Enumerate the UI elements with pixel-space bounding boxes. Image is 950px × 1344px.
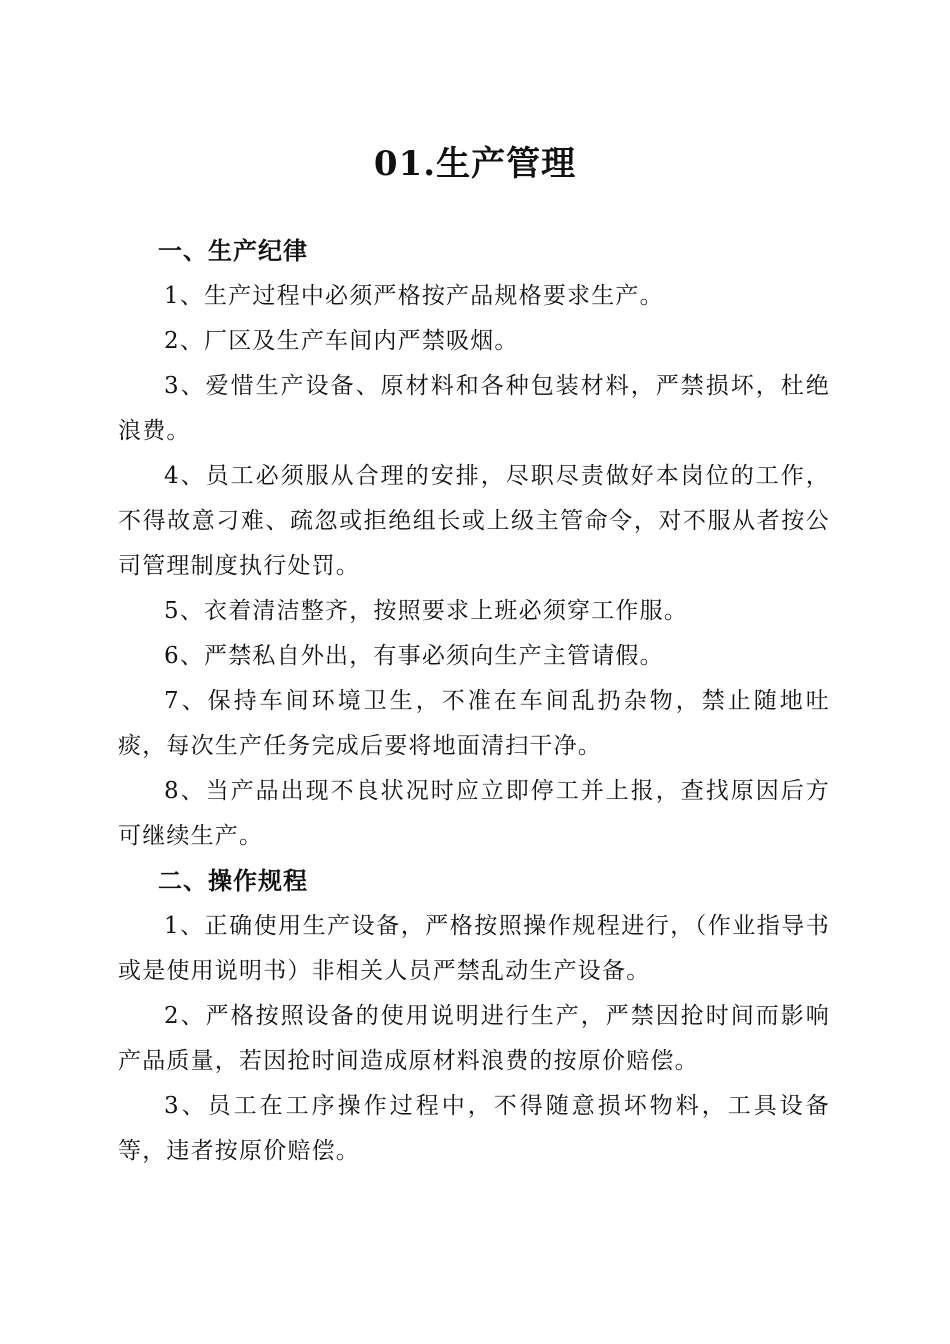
list-item: 8、当产品出现不良状况时应立即停工并上报，查找原因后方可继续生产。 [118, 778, 830, 849]
list-item: 2、厂区及生产车间内严禁吸烟。 [164, 328, 519, 354]
list-item: 7、保持车间环境卫生，不准在车间乱扔杂物，禁止随地吐痰，每次生产任务完成后要将地面清扫干净。 [118, 688, 830, 759]
section-heading: 二、操作规程 [158, 867, 308, 895]
page-title: 01.生产管理 [373, 144, 577, 184]
document-body [118, 229, 830, 1174]
list-item: 3、员工在工序操作过程中，不得随意损坏物料，工具设备等，违者按原价赔偿。 [118, 1093, 830, 1164]
section-production-discipline [118, 229, 830, 859]
section-operating-procedures [118, 859, 830, 1174]
list-item: 1、正确使用生产设备，严格按照操作规程进行，（作业指导书或是使用说明书）非相关人员严禁乱动生产设备。 [118, 913, 830, 984]
list-item: 1、生产过程中必须严格按产品规格要求生产。 [164, 283, 664, 309]
list-item: 4、员工必须服从合理的安排，尽职尽责做好本岗位的工作，不得故意刁难、疏忽或拒绝组长或上级主管命令，对不服从者按公司管理制度执行处罚。 [118, 463, 830, 579]
list-item: 5、衣着清洁整齐，按照要求上班必须穿工作服。 [164, 598, 689, 624]
list-item: 6、严禁私自外出，有事必须向生产主管请假。 [164, 643, 664, 669]
list-item: 2、严格按照设备的使用说明进行生产，严禁因抢时间而影响产品质量，若因抢时间造成原材料浪费的按原价赔偿。 [118, 1003, 830, 1074]
list-item: 3、爱惜生产设备、原材料和各种包装材料，严禁损坏，杜绝浪费。 [118, 373, 830, 444]
section-heading: 一、生产纪律 [158, 237, 308, 265]
